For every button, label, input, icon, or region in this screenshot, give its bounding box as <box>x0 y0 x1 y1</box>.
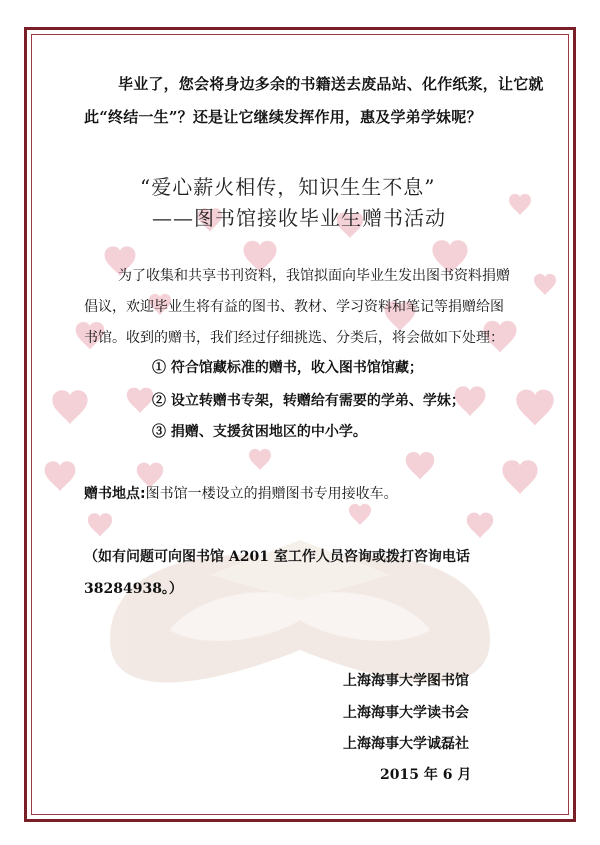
list-item: ① 符合馆藏标准的赠书，收入图书馆馆藏； <box>152 360 423 376</box>
contact-line-2: 38284938。） <box>84 581 183 597</box>
page-title: “爱心薪火相传，知识生生不息” <box>140 175 436 199</box>
list-item: ② 设立转赠书专架，转赠给有需要的学弟、学妹； <box>152 393 465 409</box>
donation-location <box>84 483 398 503</box>
intro-line-1: 毕业了，您会将身边多余的书籍送去废品站、化作纸浆，让它就 <box>118 75 544 93</box>
location-colon: : <box>140 486 146 502</box>
issue-date: 2015 年 6 月 <box>380 767 472 783</box>
signature-library: 上海海事大学图书馆 <box>343 673 469 689</box>
location-text: 图书馆一楼设立的捐赠图书专用接收车。 <box>145 486 398 502</box>
signature-chenglei-society: 上海海事大学诚磊社 <box>343 736 469 752</box>
signature-reading-club: 上海海事大学读书会 <box>343 705 469 721</box>
page-subtitle: ——图书馆接收毕业生赠书活动 <box>152 206 446 230</box>
intro-line-2: 此“终结一生”？还是让它继续发挥作用，惠及学弟学妹呢？ <box>84 108 482 126</box>
list-item: ③ 捐赠、支援贫困地区的中小学。 <box>152 424 367 440</box>
body-line-3: 书馆。收到的赠书，我们经过仔细挑选、分类后，将会做如下处理： <box>84 330 504 346</box>
body-line-1: 为了收集和共享书刊资料，我馆拟面向毕业生发出图书资料捐赠 <box>118 268 510 284</box>
body-line-2: 倡议，欢迎毕业生将有益的图书、教材、学习资料和笔记等捐赠给图 <box>84 299 504 315</box>
contact-line-1: （如有问题可向图书馆 A201 室工作人员咨询或拨打咨询电话 <box>84 549 470 565</box>
location-label: 赠书地点 <box>84 486 140 502</box>
